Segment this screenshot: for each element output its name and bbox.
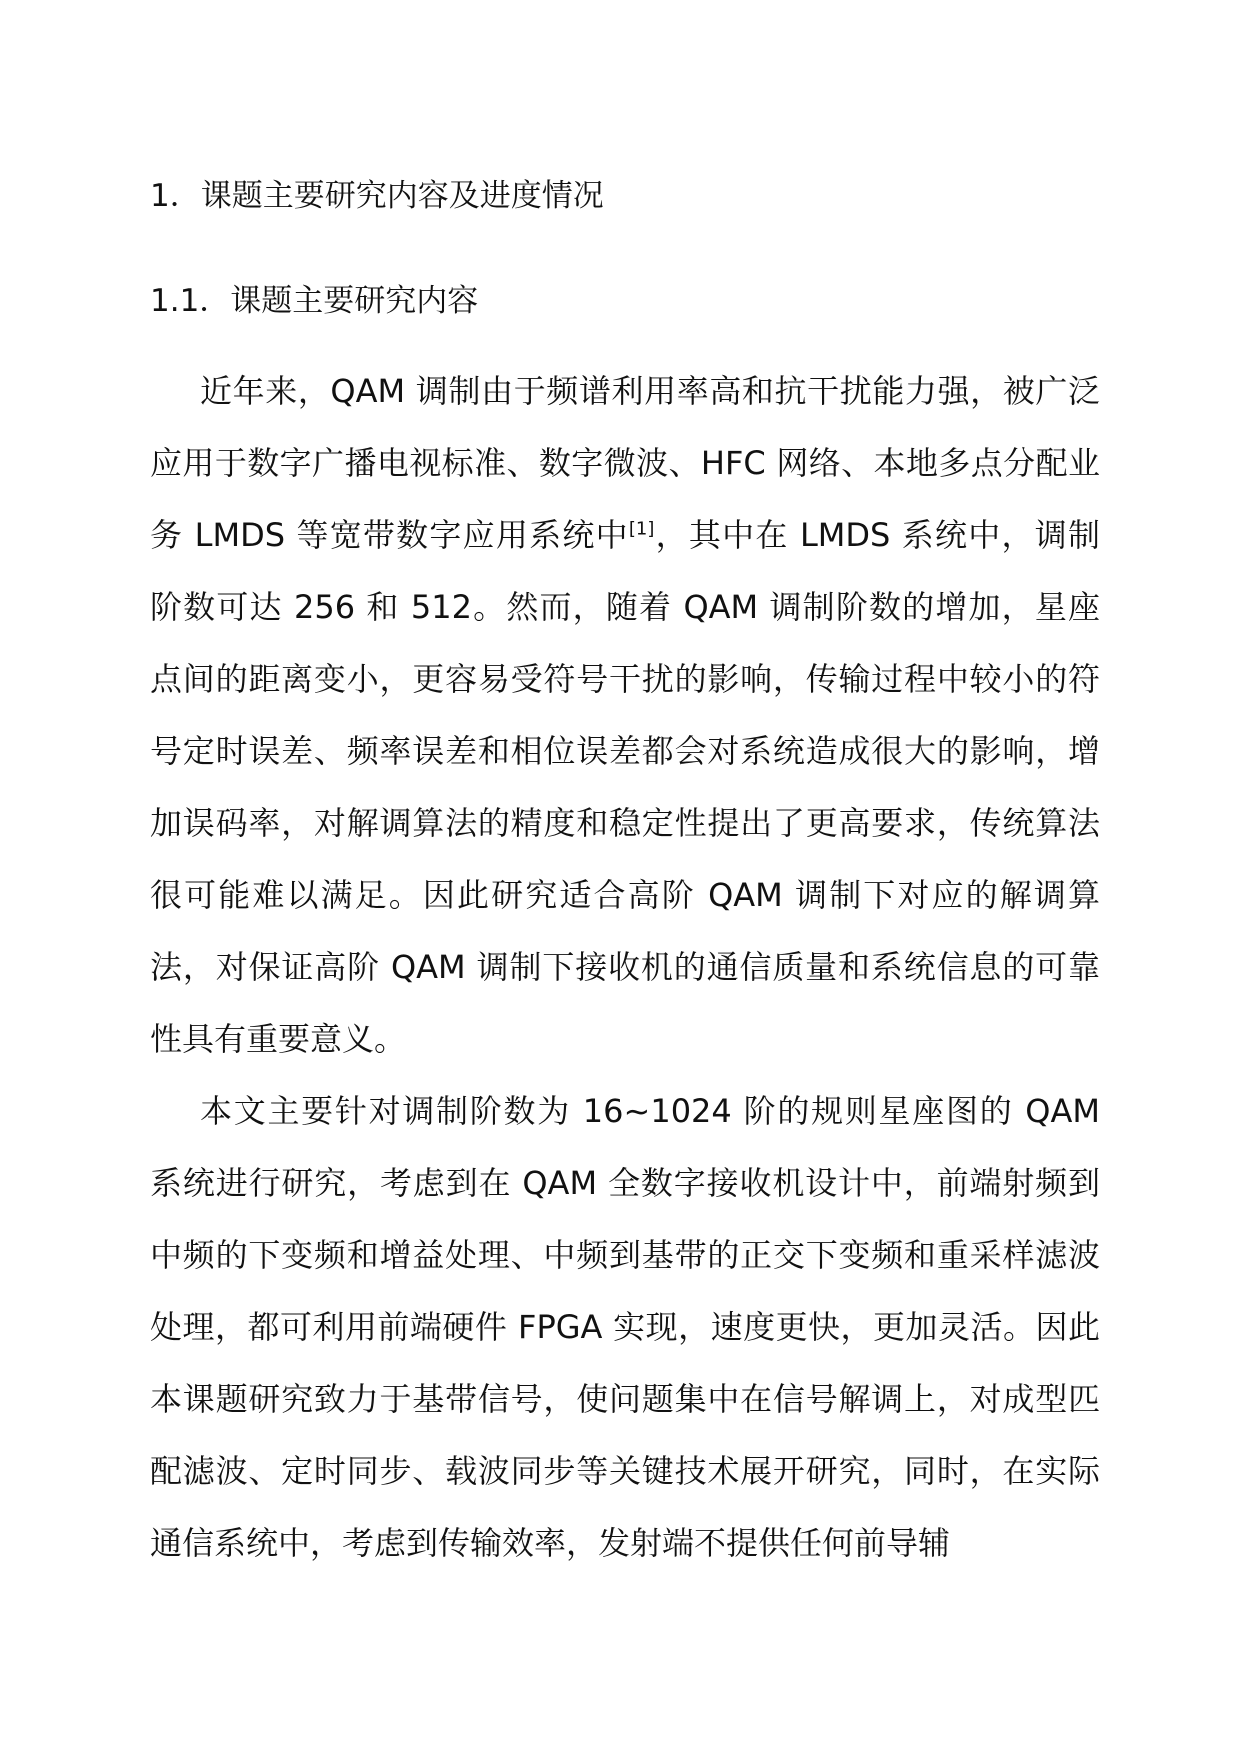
paragraph-intro-part1: 近年来，QAM 调制由于频谱利用率高和抗干扰能力强，被广泛应用于数字广播电视标准、数字微波、HFC 网络、本地多点分配业务 LMDS 等宽带数字应用系统中 (150, 372, 1100, 554)
citation-ref: [1] (628, 518, 655, 540)
paragraph-intro (150, 355, 1100, 1075)
paragraph-intro-part2: ，其中在 LMDS 系统中，调制阶数可达 256 和 512。然而，随着 QAM 调制阶数的增加，星座点间的距离变小，更容易受符号干扰的影响，传输过程中较小的符号定时误差、频率误差和相位误差都会对系统造成很大的影响，增加误码率，对解调算法的精度和稳定性提出了更高要求，传统算法很可能难以满足。因此研究适合高阶 QAM 调制下对应的解调算法，对保证高阶 QAM 调制下接收机的通信质量和系统信息的可靠性具有重要意义。 (150, 516, 1100, 1058)
section-heading: 1．课题主要研究内容及进度情况 (150, 178, 604, 214)
paragraph-scope: 本文主要针对调制阶数为 16~1024 阶的规则星座图的 QAM 系统进行研究，考虑到在 QAM 全数字接收机设计中，前端射频到中频的下变频和增益处理、中频到基带的正交下变频和重采样滤波处理，都可利用前端硬件 FPGA 实现，速度更快，更加灵活。因此本课题研究致力于基带信号，使问题集中在信号解调上，对成型匹配滤波、定时同步、载波同步等关键技术展开研究，同时，在实际通信系统中，考虑到传输效率，发射端不提供任何前导辅 (150, 1092, 1100, 1562)
subsection-heading: 1.1．课题主要研究内容 (150, 283, 479, 319)
